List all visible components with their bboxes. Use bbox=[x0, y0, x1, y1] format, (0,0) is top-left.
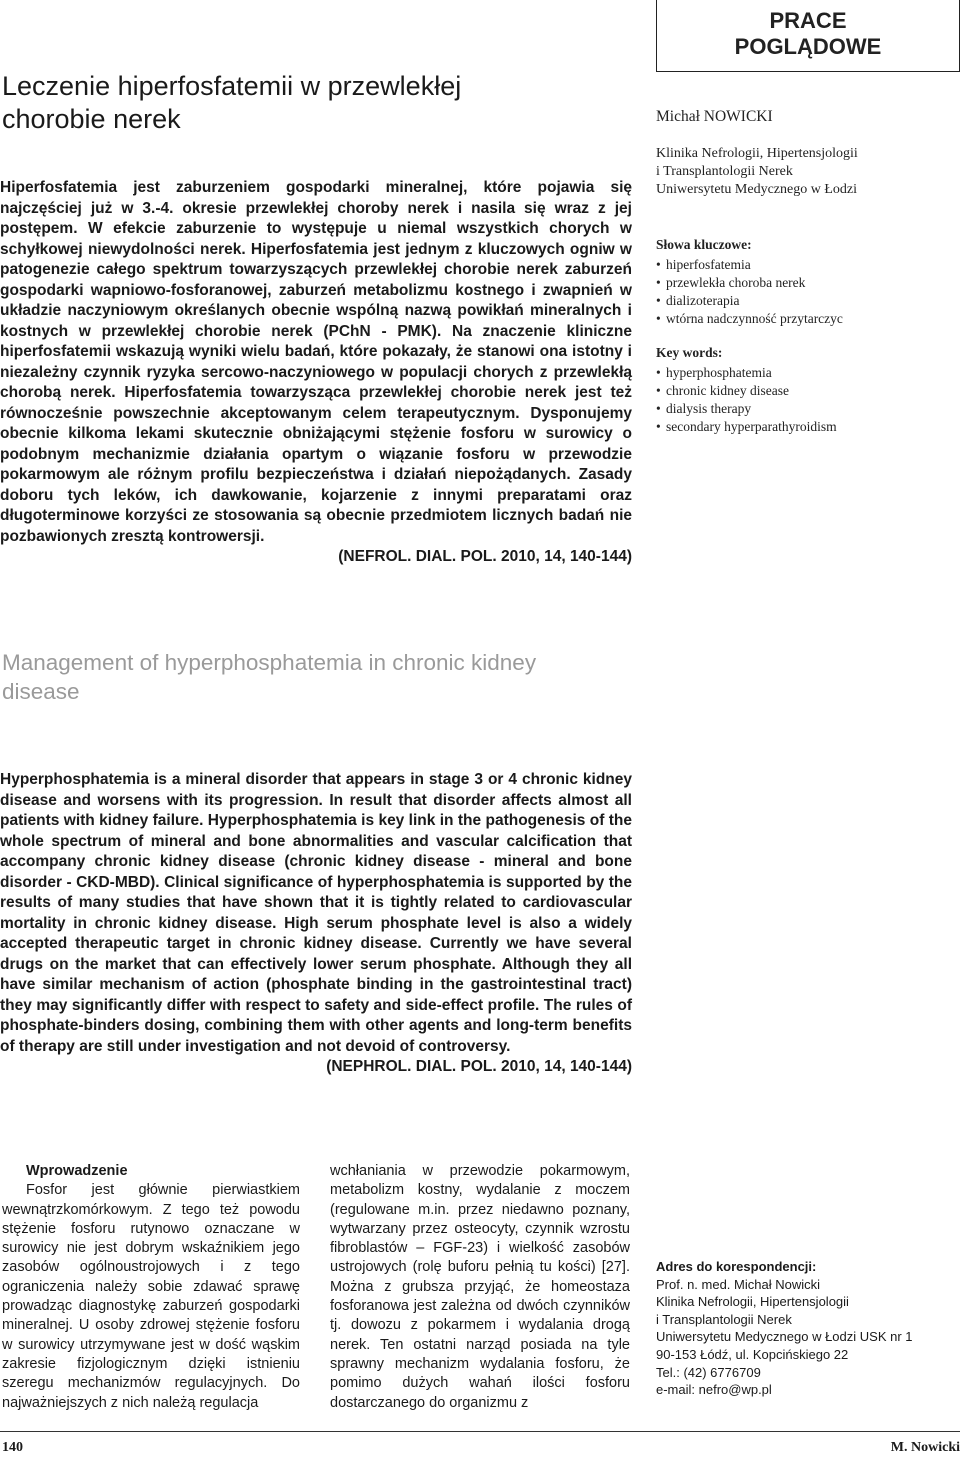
correspondence-line: i Transplantologii Nerek bbox=[656, 1311, 792, 1327]
page-number: 140 bbox=[2, 1440, 23, 1455]
keyword-item: • secondary hyperparathyroidism bbox=[656, 418, 956, 436]
body-column-1-text: Fosfor jest głównie pierwiastkiem wewnątrzkomórkowym. Z tego też powodu stężenie fosforu rutynowo oznaczane w surowicy nie jest dobrym wskaźnikiem jego zasobów ogólnoustrojowych i z tego ograniczenia należy sobie zdawać sprawę prowadząc diagnostykę zaburzeń gospodarki mineralnej. U osoby zdrowej stężenie fosforu w surowicy utrzymywane jest w dość wąskim zakresie fizjologicznym dzięki istnieniu szeregu mechanizmów regulacyjnych. Do najważniejszych z nich należą regulacja bbox=[2, 1182, 300, 1411]
keyword-item: • chronic kidney disease bbox=[656, 382, 956, 400]
correspondence-line: e-mail: nefro@wp.pl bbox=[656, 1382, 772, 1398]
citation-pl: (NEFROL. DIAL. POL. 2010, 14, 140-144) bbox=[338, 548, 632, 565]
abstract-pl bbox=[0, 178, 632, 568]
footer-divider bbox=[0, 1431, 960, 1432]
affiliation bbox=[656, 145, 956, 199]
correspondence-line: Tel.: (42) 6776709 bbox=[656, 1364, 761, 1380]
footer-author: M. Nowicki bbox=[890, 1440, 960, 1455]
affiliation-line-1: Klinika Nefrologii, Hipertensjologii bbox=[656, 146, 858, 161]
intro-heading: Wprowadzenie bbox=[26, 1163, 128, 1179]
abstract-en bbox=[0, 770, 632, 1078]
correspondence-line: Klinika Nefrologii, Hipertensjologii bbox=[656, 1294, 849, 1310]
correspondence-line: Prof. n. med. Michał Nowicki bbox=[656, 1276, 820, 1292]
keywords-en-list bbox=[656, 364, 956, 436]
title-pl-line-1: Leczenie hiperfosfatemii w przewlekłej bbox=[2, 71, 462, 101]
section-banner-line-1: PRACE bbox=[769, 8, 847, 33]
keywords-en-title: Key words: bbox=[656, 345, 723, 360]
correspondence-title: Adres do korespondencji: bbox=[656, 1259, 817, 1274]
keyword-item: • dialysis therapy bbox=[656, 400, 956, 418]
affiliation-line-2: i Transplantologii Nerek bbox=[656, 164, 793, 179]
keyword-item: • hyperphosphatemia bbox=[656, 364, 956, 382]
section-banner-line-2: POGLĄDOWE bbox=[734, 34, 882, 59]
correspondence-line: Uniwersytetu Medycznego w Łodzi USK nr 1 bbox=[656, 1329, 913, 1345]
keywords-en bbox=[656, 344, 956, 436]
body-column-2-text: wchłaniania w przewodzie pokarmowym, metabolizm kostny, wydalanie z moczem (regulowane m.in. przez niedawno poznany, wytwarzany przez osteocyty, czynnik wzrostu fibroblastów – FGF-23) i wielkość zasobów ustrojowych (rolę buforu pełnią tu kości) [27]. Można z grubsza przyjąć, że homeostaza fosforanowa jest zależna od dwóch czynników tj. dowozu z pokarmem i wydalania drogą nerek. Ten ostatni narząd posiada na tyle sprawny mechanizm wydalania fosforu, że pomimo dużych wahań ilości fosforu dostarczanego do organizmu z bbox=[330, 1163, 630, 1411]
abstract-pl-text: Hiperfosfatemia jest zaburzeniem gospodarki mineralnej, które pojawia się najczęściej już w 3.-4. okresie przewlekłej choroby nerek i nasila się wraz z jej postępem. W efekcie zaburzenie to występuje u niemal wszystkich chorych w schyłkowej niewydolności nerek. Hiperfosfatemia jest jednym z kluczowych ogniw w patogenezie całego spektrum towarzyszących przewlekłej chorobie nerek zaburzeń gospodarki wapniowo-fosforanowej, zaburzeń metabolizmu kostnego i zwapnień w układzie naczyniowym określanych obecnie wspólną nazwą powikłań mineralnych i kostnych w przewlekłej chorobie nerek (PChN - PMK). Na znaczenie kliniczne hiperfosfatemii wskazują wyniki wielu badań, które pokazały, że stanowi ona istotny i niezależny czynnik ryzyka sercowo-naczyniowego w populacji chorych z przewlekłą chorobą nerek. Hiperfosfatemia towarzysząca przewlekłej chorobie nerek jest też równocześnie powszechnie akceptowanym celem terapeutycznym. Dysponujemy obecnie kilkoma lekami skutecznie obniżającymi stężenie fosforu w surowicy o podobnym mechanizmie działania opartym o wiązanie fosforu w przewodzie pokarmowym ale różnym profilu bezpieczeństwa i działań niepożądanych. Zasady doboru tych leków, ich dawkowanie, kojarzenie z innymi preparatami oraz długoterminowe korzyści ze stosowania są obecnie przedmiotem licznych badań nie pozbawionych zresztą kontrowersji. bbox=[0, 179, 632, 545]
author-name: Michał NOWICKI bbox=[656, 108, 773, 125]
abstract-en-text: Hyperphosphatemia is a mineral disorder that appears in stage 3 or 4 chronic kidney disease and worsens with its progression. In result that disorder affects almost all patients with kidney failure. Hyperphosphatemia is key link in the pathogenesis of the whole spectrum of mineral and bone abnormalities and vascular calcification that accompany chronic kidney disease (chronic kidney disease - mineral and bone disorder - CKD-MBD). Clinical significance of hyperphosphatemia is supported by the results of many studies that have shown that it is tightly related to cardiovascular mortality in chronic kidney disease. High serum phosphate level is also a widely accepted therapeutic target in chronic kidney disease. Currently we have several drugs on the market that can effectively lower serum phosphate. Although they all have similar mechanism of action (phosphate binding in the gastrointestinal tract) they may significantly differ with respect to safety and side-effect profile. The rules of phosphate-binders dosing, combining them with other agents and long-term benefits of therapy are still under investigation and not devoid of controversy. bbox=[0, 771, 632, 1055]
correspondence-line: 90-153 Łódź, ul. Kopcińskiego 22 bbox=[656, 1346, 849, 1362]
body-column-1 bbox=[2, 1162, 300, 1413]
citation-en: (NEPHROL. DIAL. POL. 2010, 14, 140-144) bbox=[326, 1058, 632, 1075]
keyword-item: • hiperfosfatemia bbox=[656, 256, 956, 274]
keywords-pl-list bbox=[656, 256, 956, 328]
keyword-item: • wtórna nadczynność przytarczyc bbox=[656, 310, 956, 328]
title-pl-line-2: chorobie nerek bbox=[2, 104, 181, 134]
title-pl bbox=[2, 70, 642, 136]
keywords-pl-title: Słowa kluczowe: bbox=[656, 237, 752, 252]
title-en bbox=[2, 648, 642, 706]
title-en-line-2: disease bbox=[2, 679, 80, 704]
affiliation-line-3: Uniwersytetu Medycznego w Łodzi bbox=[656, 182, 857, 197]
correspondence-address bbox=[656, 1258, 956, 1399]
keywords-pl bbox=[656, 236, 956, 328]
body-column-2 bbox=[330, 1162, 630, 1413]
title-en-line-1: Management of hyperphosphatemia in chronic kidney bbox=[2, 650, 537, 675]
section-banner bbox=[656, 0, 960, 72]
keyword-item: • przewlekła choroba nerek bbox=[656, 274, 956, 292]
keyword-item: • dializoterapia bbox=[656, 292, 956, 310]
